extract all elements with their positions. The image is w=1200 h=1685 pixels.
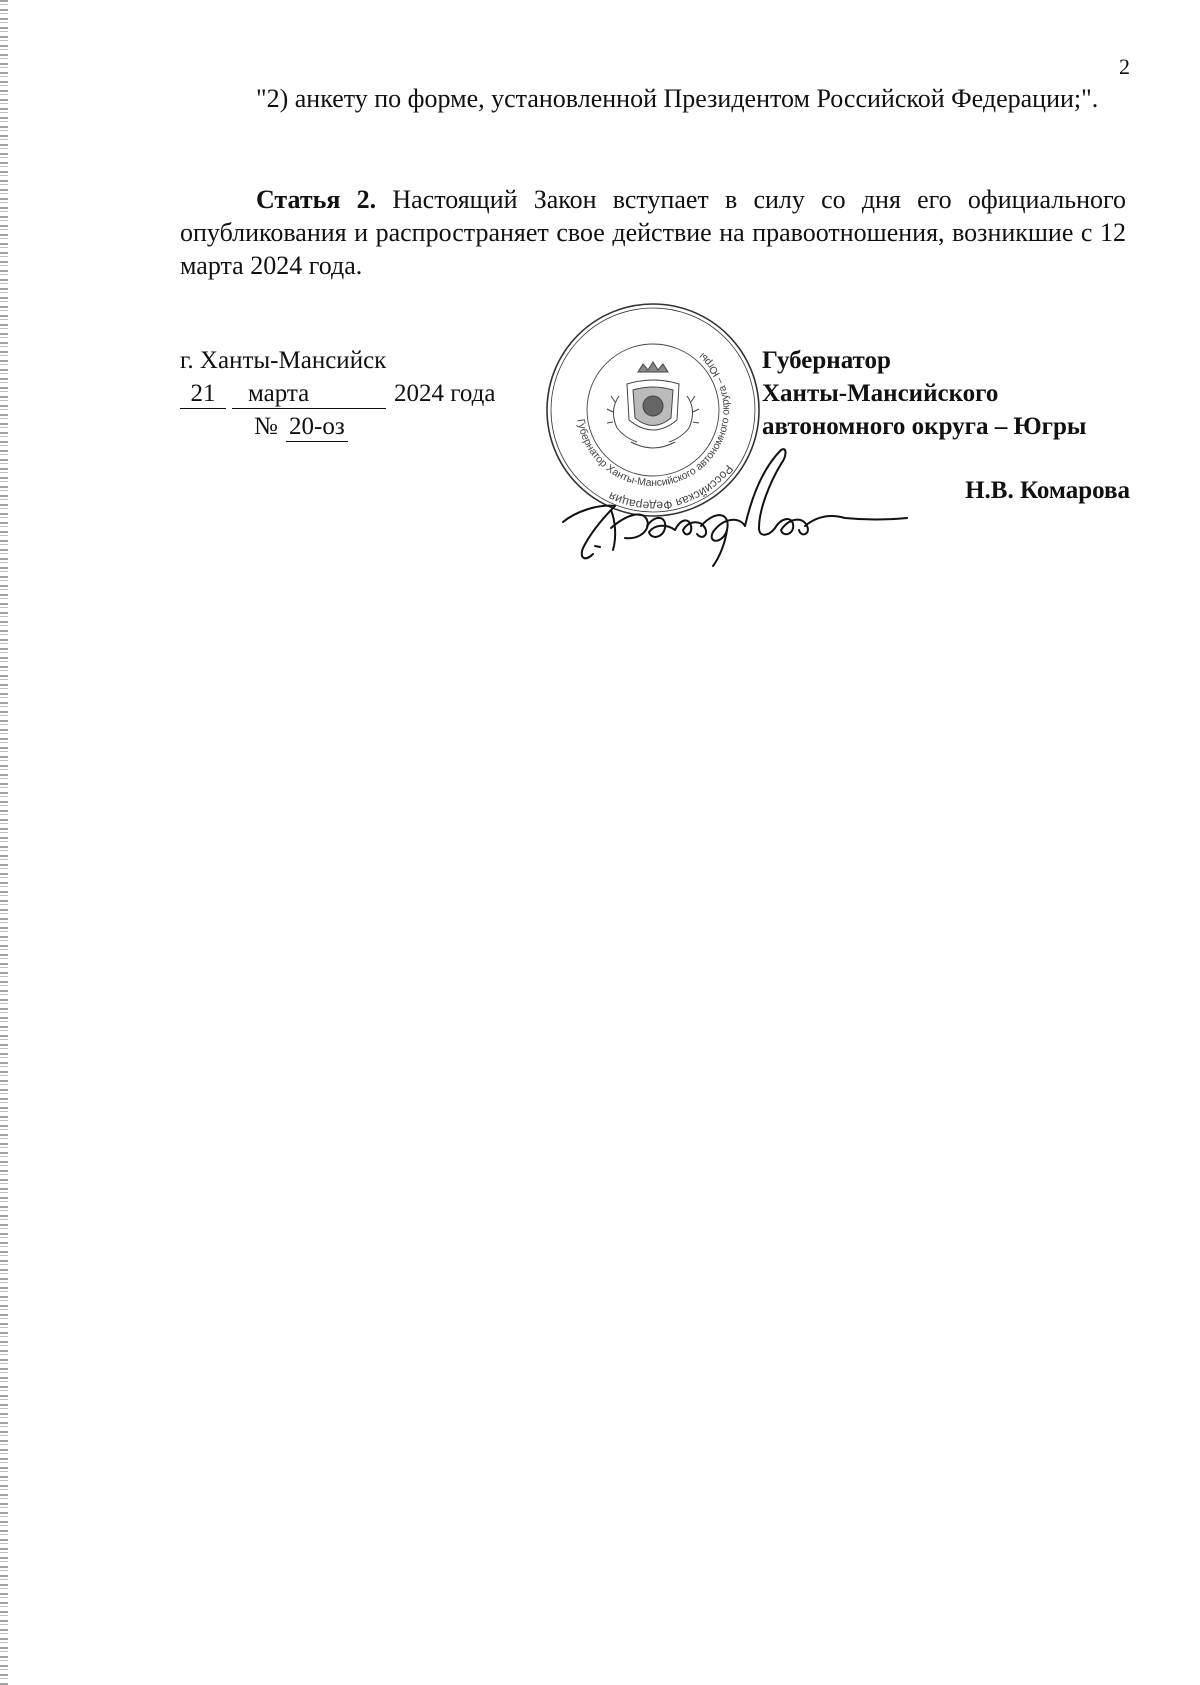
signatory-position — [762, 344, 1086, 443]
page-number: 2 — [1119, 54, 1130, 79]
date-month: марта — [232, 380, 386, 409]
position-line-2: Ханты-Мансийского — [762, 380, 999, 407]
item-2-text: "2) анкету по форме, установленной Президентом Российской Федерации;". — [256, 84, 1099, 113]
date-line — [180, 377, 495, 410]
article-2-heading: Статья 2. — [256, 185, 377, 214]
handwritten-signature — [555, 440, 925, 570]
place-date-block — [180, 344, 495, 443]
signer-name: Н.В. Комарова — [965, 477, 1130, 504]
position-line-3: автономного округа – Югры — [762, 413, 1087, 440]
city-line — [180, 344, 495, 377]
law-number-prefix: № — [254, 413, 278, 440]
law-number-line — [180, 410, 495, 443]
article-2-text: Настоящий Закон вступает в силу со дня его официального опубликования и распространяет свое действие на правоотношения, возникшие с 12 марта 2024 года. — [180, 185, 1126, 280]
date-day: 21 — [180, 380, 226, 409]
law-number: 20-оз — [286, 413, 348, 442]
paragraph-article-2 — [180, 183, 1126, 282]
date-year: 2024 года — [394, 380, 496, 407]
city: г. Ханты-Мансийск — [180, 347, 387, 374]
paragraph-item-2 — [180, 82, 1126, 115]
scan-edge-artifact — [0, 0, 8, 1685]
seal-outer-text: Российская Федерация — [606, 462, 737, 514]
coat-of-arms-icon — [607, 362, 699, 448]
seal-inner-text: Губернатор Ханты-Мансийского автономного округа – Югры — [574, 350, 733, 490]
position-line-1: Губернатор — [762, 347, 891, 374]
